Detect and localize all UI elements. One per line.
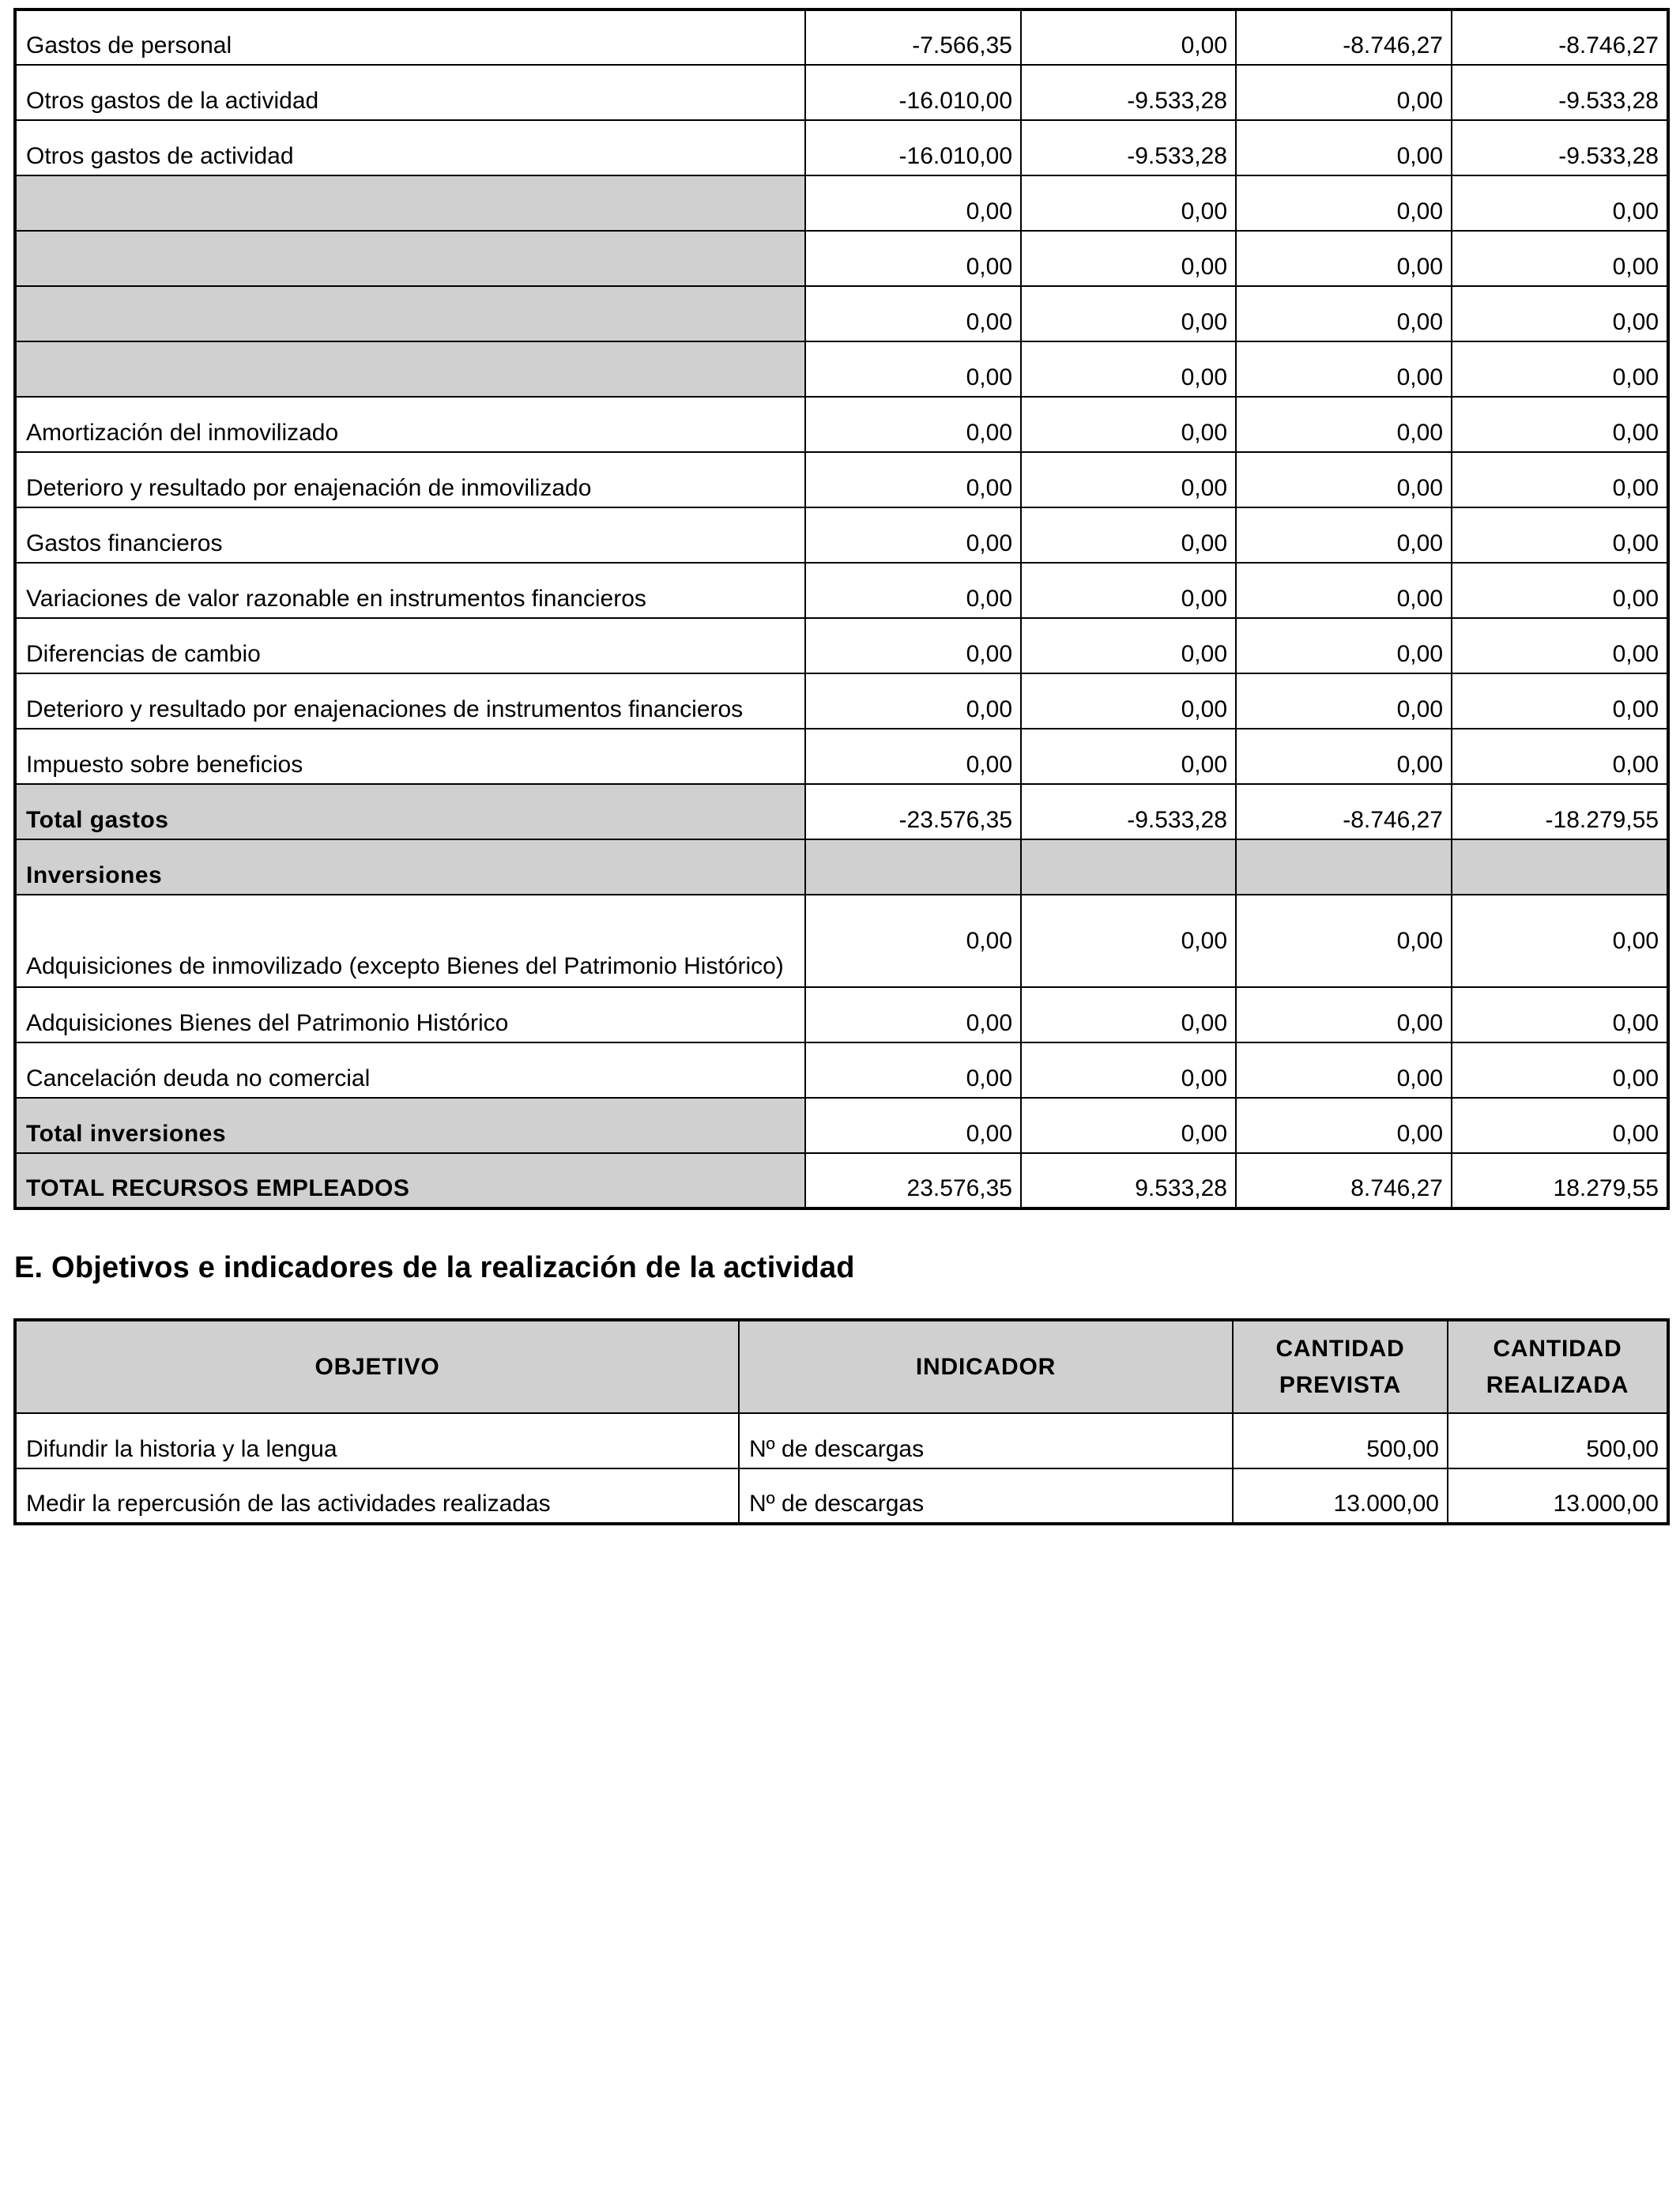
table-row [15, 729, 1668, 784]
total-recursos-label: TOTAL RECURSOS EMPLEADOS [15, 1153, 805, 1208]
column-header-cantidad-prevista: CANTIDAD PREVISTA [1233, 1320, 1448, 1413]
value-cell: 0,00 [1236, 987, 1452, 1042]
value-cell: 0,00 [1021, 231, 1236, 286]
value-cell: -9.533,28 [1021, 65, 1236, 120]
value-cell: 0,00 [1452, 507, 1668, 563]
table-row [15, 175, 1668, 231]
value-cell: 0,00 [805, 895, 1021, 987]
value-cell: 0,00 [1021, 1042, 1236, 1098]
value-cell: 0,00 [1236, 563, 1452, 618]
value-cell: 0,00 [1452, 231, 1668, 286]
table-row [15, 65, 1668, 120]
value-cell: 0,00 [1452, 987, 1668, 1042]
value-cell: 0,00 [1021, 286, 1236, 341]
value-cell [1452, 839, 1668, 895]
value-cell: 0,00 [805, 341, 1021, 397]
value-cell: -8.746,27 [1236, 9, 1452, 65]
value-cell: 0,00 [1452, 286, 1668, 341]
value-cell: 0,00 [805, 1042, 1021, 1098]
row-label: Gastos de personal [15, 9, 805, 65]
value-cell: 0,00 [1236, 452, 1452, 507]
value-cell: 0,00 [805, 175, 1021, 231]
table-row [15, 120, 1668, 175]
row-label: Gastos financieros [15, 507, 805, 563]
value-cell: 0,00 [805, 507, 1021, 563]
objetivo-cell: Medir la repercusión de las actividades realizadas [15, 1468, 739, 1524]
value-cell: 0,00 [1452, 175, 1668, 231]
indicador-cell: Nº de descargas [739, 1468, 1233, 1524]
row-label: Amortización del inmovilizado [15, 397, 805, 452]
value-cell: 0,00 [1236, 729, 1452, 784]
value-cell: 0,00 [1021, 729, 1236, 784]
value-cell: 0,00 [805, 729, 1021, 784]
row-label: Adquisiciones de inmovilizado (excepto Bienes del Patrimonio Histórico) [15, 895, 805, 987]
row-label-empty [15, 175, 805, 231]
table-row [15, 673, 1668, 729]
row-label: Diferencias de cambio [15, 618, 805, 673]
value-cell: 0,00 [1452, 729, 1668, 784]
section-heading: E. Objetivos e indicadores de la realización de la actividad [14, 1251, 855, 1284]
value-cell: 0,00 [1452, 1098, 1668, 1153]
value-cell: -16.010,00 [805, 65, 1021, 120]
value-cell: 0,00 [1236, 231, 1452, 286]
value-cell: -9.533,28 [1021, 784, 1236, 839]
value-cell: 0,00 [805, 452, 1021, 507]
objetivo-cell: Difundir la historia y la lengua [15, 1413, 739, 1468]
value-cell: -8.746,27 [1236, 784, 1452, 839]
value-cell: 0,00 [1236, 286, 1452, 341]
total-gastos-label: Total gastos [15, 784, 805, 839]
value-cell: 0,00 [1452, 397, 1668, 452]
value-cell: 23.576,35 [805, 1153, 1021, 1208]
value-cell: 0,00 [1236, 1098, 1452, 1153]
value-cell: -7.566,35 [805, 9, 1021, 65]
value-cell [805, 839, 1021, 895]
row-label: Deterioro y resultado por enajenaciones de instrumentos financieros [15, 673, 805, 729]
value-cell: 0,00 [1236, 895, 1452, 987]
value-cell: 0,00 [1236, 175, 1452, 231]
value-cell: 0,00 [1021, 175, 1236, 231]
value-cell: 0,00 [805, 673, 1021, 729]
table-row [15, 9, 1668, 65]
row-label: Deterioro y resultado por enajenación de inmovilizado [15, 452, 805, 507]
table-row [15, 286, 1668, 341]
value-cell: -16.010,00 [805, 120, 1021, 175]
value-cell [1021, 839, 1236, 895]
value-cell: 0,00 [1452, 673, 1668, 729]
table-row [15, 507, 1668, 563]
cantidad-realizada-cell: 13.000,00 [1448, 1468, 1668, 1524]
value-cell: 9.533,28 [1021, 1153, 1236, 1208]
row-label: Variaciones de valor razonable en instrumentos financieros [15, 563, 805, 618]
cantidad-realizada-cell: 500,00 [1448, 1413, 1668, 1468]
value-cell: 0,00 [805, 397, 1021, 452]
table-row [15, 397, 1668, 452]
cantidad-prevista-cell: 13.000,00 [1233, 1468, 1448, 1524]
value-cell: 0,00 [1236, 618, 1452, 673]
value-cell: 0,00 [805, 987, 1021, 1042]
table-row [15, 1468, 1668, 1524]
row-label: Cancelación deuda no comercial [15, 1042, 805, 1098]
cantidad-prevista-cell: 500,00 [1233, 1413, 1448, 1468]
value-cell: 0,00 [1452, 563, 1668, 618]
value-cell: -9.533,28 [1452, 65, 1668, 120]
row-label-empty [15, 341, 805, 397]
table-row [15, 987, 1668, 1042]
value-cell: 0,00 [1452, 341, 1668, 397]
row-label-empty [15, 286, 805, 341]
total-recursos-row [15, 1153, 1668, 1208]
value-cell: 0,00 [1452, 1042, 1668, 1098]
value-cell: 0,00 [1236, 65, 1452, 120]
value-cell: -9.533,28 [1021, 120, 1236, 175]
value-cell: 0,00 [1021, 618, 1236, 673]
value-cell: -9.533,28 [1452, 120, 1668, 175]
table-header-row [15, 1320, 1668, 1413]
table-row [15, 895, 1668, 987]
value-cell: 0,00 [1021, 895, 1236, 987]
value-cell: 0,00 [1236, 120, 1452, 175]
value-cell: 0,00 [805, 563, 1021, 618]
value-cell: 0,00 [1021, 397, 1236, 452]
row-label: Otros gastos de la actividad [15, 65, 805, 120]
value-cell: 0,00 [1021, 9, 1236, 65]
value-cell: 0,00 [1021, 563, 1236, 618]
value-cell: 0,00 [1452, 895, 1668, 987]
value-cell: -8.746,27 [1452, 9, 1668, 65]
inversiones-header-row [15, 839, 1668, 895]
value-cell: 0,00 [805, 1098, 1021, 1153]
value-cell: 0,00 [805, 231, 1021, 286]
budget-table [13, 8, 1670, 1210]
value-cell: 18.279,55 [1452, 1153, 1668, 1208]
row-label: Adquisiciones Bienes del Patrimonio Histórico [15, 987, 805, 1042]
table-row [15, 1042, 1668, 1098]
row-label: Otros gastos de actividad [15, 120, 805, 175]
value-cell: 0,00 [1021, 1098, 1236, 1153]
value-cell: 0,00 [1021, 452, 1236, 507]
row-label: Impuesto sobre beneficios [15, 729, 805, 784]
value-cell: 0,00 [1021, 341, 1236, 397]
value-cell: 0,00 [1236, 397, 1452, 452]
total-inversiones-row [15, 1098, 1668, 1153]
value-cell: 0,00 [1236, 507, 1452, 563]
value-cell [1236, 839, 1452, 895]
total-inversiones-label: Total inversiones [15, 1098, 805, 1153]
column-header-objetivo: OBJETIVO [15, 1320, 739, 1413]
objectives-table [13, 1318, 1670, 1525]
inversiones-label: Inversiones [15, 839, 805, 895]
row-label-empty [15, 231, 805, 286]
column-header-cantidad-realizada: CANTIDAD REALIZADA [1448, 1320, 1668, 1413]
value-cell: 0,00 [1452, 618, 1668, 673]
table-row [15, 618, 1668, 673]
indicador-cell: Nº de descargas [739, 1413, 1233, 1468]
table-row [15, 452, 1668, 507]
value-cell: 0,00 [1236, 673, 1452, 729]
value-cell: 0,00 [805, 286, 1021, 341]
table-row [15, 563, 1668, 618]
total-gastos-row [15, 784, 1668, 839]
value-cell: -23.576,35 [805, 784, 1021, 839]
value-cell: 0,00 [1236, 341, 1452, 397]
value-cell: 0,00 [1021, 673, 1236, 729]
value-cell: 0,00 [1021, 507, 1236, 563]
table-row [15, 231, 1668, 286]
table-row [15, 341, 1668, 397]
value-cell: 0,00 [1236, 1042, 1452, 1098]
column-header-indicador: INDICADOR [739, 1320, 1233, 1413]
value-cell: 0,00 [1452, 452, 1668, 507]
value-cell: -18.279,55 [1452, 784, 1668, 839]
table-row [15, 1413, 1668, 1468]
value-cell: 0,00 [805, 618, 1021, 673]
value-cell: 8.746,27 [1236, 1153, 1452, 1208]
value-cell: 0,00 [1021, 987, 1236, 1042]
